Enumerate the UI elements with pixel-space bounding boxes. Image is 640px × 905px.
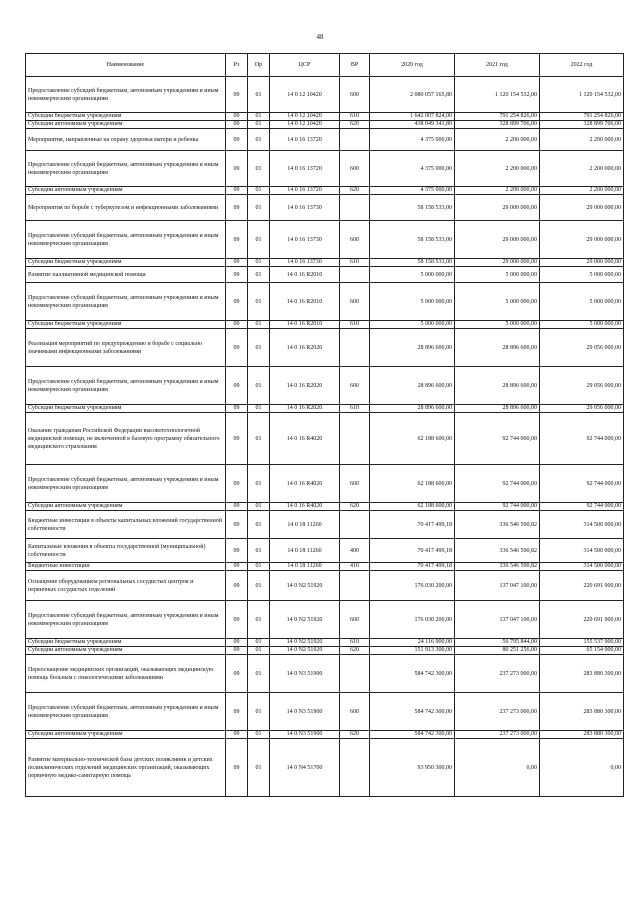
cell-vr: [340, 267, 370, 283]
cell-csr: 14 0 16 13730: [270, 195, 340, 221]
cell-2022: 2 200 000,00: [540, 151, 624, 187]
table-row: [26, 655, 624, 693]
cell-2020: 58 158 533,00: [370, 195, 455, 221]
table-row: [26, 639, 624, 647]
budget-table: [25, 53, 624, 797]
cell-vr: 600: [340, 465, 370, 503]
cell-pr: 01: [248, 77, 270, 113]
header-2020: 2020 год: [370, 54, 455, 77]
cell-csr: 14 0 N2 51920: [270, 639, 340, 647]
cell-rz: 09: [226, 731, 248, 739]
table-row: [26, 121, 624, 129]
table-row: [26, 187, 624, 195]
cell-pr: 01: [248, 571, 270, 601]
cell-csr: 14 0 12 10420: [270, 77, 340, 113]
cell-2020: 4 375 000,00: [370, 129, 455, 151]
header-2022: 2022 год: [540, 54, 624, 77]
cell-2022: 29 056 000,00: [540, 405, 624, 413]
cell-2022: 5 000 000,00: [540, 321, 624, 329]
cell-csr: 14 0 N4 51700: [270, 739, 340, 797]
cell-name: Субсидии автономным учреждениям: [26, 503, 226, 511]
table-row: [26, 731, 624, 739]
cell-csr: 14 0 N2 51920: [270, 571, 340, 601]
cell-vr: 610: [340, 259, 370, 267]
table-row: [26, 405, 624, 413]
table-row: [26, 647, 624, 655]
cell-pr: 01: [248, 195, 270, 221]
header-2021: 2021 год: [455, 54, 540, 77]
cell-vr: [340, 511, 370, 539]
cell-name: Субсидии бюджетным учреждениям: [26, 321, 226, 329]
cell-pr: 01: [248, 129, 270, 151]
cell-2022: 5 000 000,00: [540, 283, 624, 321]
cell-2022: 5 000 000,00: [540, 267, 624, 283]
cell-vr: 610: [340, 113, 370, 121]
cell-name: Предоставление субсидий бюджетным, автономным учреждениям и иным некоммерческим организациям: [26, 151, 226, 187]
table-row: [26, 329, 624, 367]
cell-name: Развитие материально-технической базы детских поликлиник и детских поликлинических отделений медицинских организаций, оказывающих первичную медико-санитарную помощь: [26, 739, 226, 797]
cell-vr: 600: [340, 601, 370, 639]
cell-rz: 09: [226, 129, 248, 151]
cell-2022: 220 691 900,00: [540, 601, 624, 639]
cell-name: Бюджетные инвестиции в объекты капитальных вложений государственной собственности: [26, 511, 226, 539]
cell-2022: 0,00: [540, 739, 624, 797]
cell-pr: 01: [248, 739, 270, 797]
cell-2021: 137 047 100,00: [455, 601, 540, 639]
cell-name: Развитие паллиативной медицинской помощи: [26, 267, 226, 283]
cell-2022: 2 200 000,00: [540, 187, 624, 195]
cell-2020: 4 375 000,00: [370, 151, 455, 187]
cell-rz: 09: [226, 693, 248, 731]
cell-csr: 14 0 12 10420: [270, 121, 340, 129]
cell-vr: 400: [340, 539, 370, 563]
cell-pr: 01: [248, 511, 270, 539]
cell-pr: 01: [248, 187, 270, 195]
cell-name: Предоставление субсидий бюджетным, автономным учреждениям и иным некоммерческим организациям: [26, 77, 226, 113]
cell-2021: 92 744 000,00: [455, 503, 540, 511]
cell-name: Субсидии бюджетным учреждениям: [26, 113, 226, 121]
cell-vr: [340, 571, 370, 601]
cell-2021: 237 273 000,00: [455, 731, 540, 739]
cell-2020: 62 188 600,00: [370, 413, 455, 465]
cell-csr: 14 0 16 13720: [270, 151, 340, 187]
cell-2020: 62 188 600,00: [370, 465, 455, 503]
header-rz: Рз: [226, 54, 248, 77]
cell-csr: 14 0 N2 51920: [270, 601, 340, 639]
cell-rz: 09: [226, 413, 248, 465]
table-row: [26, 259, 624, 267]
cell-name: Предоставление субсидий бюджетным, автономным учреждениям и иным некоммерческим организациям: [26, 465, 226, 503]
cell-rz: 09: [226, 655, 248, 693]
cell-2021: 1 120 154 532,00: [455, 77, 540, 113]
cell-pr: 01: [248, 539, 270, 563]
cell-csr: 14 0 16 13730: [270, 259, 340, 267]
cell-2020: 151 913 300,00: [370, 647, 455, 655]
cell-2021: 29 000 000,00: [455, 259, 540, 267]
cell-2020: 4 375 000,00: [370, 187, 455, 195]
cell-2022: 92 744 000,00: [540, 503, 624, 511]
cell-pr: 01: [248, 267, 270, 283]
cell-vr: 610: [340, 321, 370, 329]
cell-vr: [340, 739, 370, 797]
cell-2022: 29 000 000,00: [540, 195, 624, 221]
cell-2021: 28 896 600,00: [455, 367, 540, 405]
table-row: [26, 113, 624, 121]
cell-pr: 01: [248, 647, 270, 655]
table-row: [26, 367, 624, 405]
cell-rz: 09: [226, 367, 248, 405]
cell-2021: 336 546 590,82: [455, 563, 540, 571]
cell-csr: 14 0 16 R4020: [270, 503, 340, 511]
cell-csr: 14 0 16 R2010: [270, 267, 340, 283]
table-row: [26, 739, 624, 797]
cell-csr: 14 0 N3 51900: [270, 731, 340, 739]
cell-pr: 01: [248, 655, 270, 693]
cell-rz: 09: [226, 511, 248, 539]
cell-csr: 14 0 16 R4020: [270, 413, 340, 465]
cell-rz: 09: [226, 465, 248, 503]
cell-rz: 09: [226, 571, 248, 601]
cell-2020: 28 896 600,00: [370, 329, 455, 367]
table-row: [26, 221, 624, 259]
cell-2022: 314 500 000,00: [540, 563, 624, 571]
cell-csr: 14 0 16 13730: [270, 221, 340, 259]
cell-pr: 01: [248, 639, 270, 647]
cell-2022: 791 254 826,00: [540, 113, 624, 121]
cell-2022: 29 000 000,00: [540, 259, 624, 267]
cell-pr: 01: [248, 693, 270, 731]
table-row: [26, 151, 624, 187]
cell-vr: 610: [340, 639, 370, 647]
cell-2022: 29 056 000,00: [540, 367, 624, 405]
cell-2020: 62 188 600,00: [370, 503, 455, 511]
table-row: [26, 571, 624, 601]
cell-name: Оснащение оборудованием региональных сосудистых центров и первичных сосудистых отделений: [26, 571, 226, 601]
table-row: [26, 601, 624, 639]
cell-2022: 92 744 000,00: [540, 465, 624, 503]
cell-vr: [340, 329, 370, 367]
cell-2020: 584 742 300,00: [370, 731, 455, 739]
cell-2020: 176 030 200,00: [370, 571, 455, 601]
cell-pr: 01: [248, 283, 270, 321]
cell-2020: 93 950 300,00: [370, 739, 455, 797]
cell-vr: 600: [340, 151, 370, 187]
header-csr: ЦСР: [270, 54, 340, 77]
cell-name: Предоставление субсидий бюджетным, автономным учреждениям и иным некоммерческим организациям: [26, 601, 226, 639]
cell-csr: 14 0 18 11260: [270, 539, 340, 563]
cell-2022: 328 899 706,00: [540, 121, 624, 129]
cell-pr: 01: [248, 563, 270, 571]
cell-2021: 2 200 000,00: [455, 151, 540, 187]
table-row: [26, 465, 624, 503]
cell-rz: 09: [226, 503, 248, 511]
cell-2021: 5 000 000,00: [455, 283, 540, 321]
cell-2020: 28 896 600,00: [370, 405, 455, 413]
cell-vr: 620: [340, 187, 370, 195]
cell-pr: 01: [248, 151, 270, 187]
cell-pr: 01: [248, 221, 270, 259]
cell-2021: 5 000 000,00: [455, 321, 540, 329]
cell-rz: 09: [226, 647, 248, 655]
cell-2022: 2 200 000,00: [540, 129, 624, 151]
cell-2021: 29 000 000,00: [455, 221, 540, 259]
table-row: [26, 321, 624, 329]
cell-pr: 01: [248, 113, 270, 121]
table-row: [26, 693, 624, 731]
cell-2021: 92 744 000,00: [455, 465, 540, 503]
cell-2021: 336 546 590,82: [455, 511, 540, 539]
cell-vr: [340, 413, 370, 465]
cell-vr: [340, 655, 370, 693]
cell-pr: 01: [248, 367, 270, 405]
cell-name: Предоставление субсидий бюджетным, автономным учреждениям и иным некоммерческим организациям: [26, 221, 226, 259]
cell-pr: 01: [248, 503, 270, 511]
cell-vr: 620: [340, 647, 370, 655]
cell-name: Предоставление субсидий бюджетным, автономным учреждениям и иным некоммерческим организациям: [26, 693, 226, 731]
cell-2021: 237 273 000,00: [455, 693, 540, 731]
table-row: [26, 563, 624, 571]
cell-csr: 14 0 16 R2010: [270, 283, 340, 321]
cell-2022: 1 120 154 532,00: [540, 77, 624, 113]
cell-name: Предоставление субсидий бюджетным, автономным учреждениям и иным некоммерческим организациям: [26, 367, 226, 405]
cell-csr: 14 0 16 R2020: [270, 329, 340, 367]
cell-rz: 09: [226, 195, 248, 221]
cell-pr: 01: [248, 329, 270, 367]
cell-csr: 14 0 16 R2020: [270, 405, 340, 413]
cell-2022: 283 880 300,00: [540, 693, 624, 731]
cell-vr: 620: [340, 503, 370, 511]
cell-2021: 28 896 600,00: [455, 405, 540, 413]
cell-2020: 70 417 499,18: [370, 511, 455, 539]
cell-csr: 14 0 16 13720: [270, 187, 340, 195]
table-row: [26, 511, 624, 539]
cell-name: Субсидии автономным учреждениям: [26, 647, 226, 655]
cell-vr: 620: [340, 121, 370, 129]
cell-csr: 14 0 N2 51920: [270, 647, 340, 655]
cell-2020: 28 896 600,00: [370, 367, 455, 405]
cell-2020: 70 417 499,18: [370, 539, 455, 563]
cell-rz: 09: [226, 267, 248, 283]
page-number: 48: [316, 33, 324, 41]
cell-rz: 09: [226, 539, 248, 563]
cell-2020: 5 000 000,00: [370, 321, 455, 329]
header-name: Наименование: [26, 54, 226, 77]
cell-vr: 410: [340, 563, 370, 571]
cell-2020: 5 000 000,00: [370, 283, 455, 321]
cell-name: Субсидии бюджетным учреждениям: [26, 639, 226, 647]
cell-rz: 09: [226, 121, 248, 129]
cell-2020: 1 642 007 824,00: [370, 113, 455, 121]
cell-name: Субсидии автономным учреждениям: [26, 121, 226, 129]
cell-pr: 01: [248, 321, 270, 329]
cell-pr: 01: [248, 465, 270, 503]
cell-name: Субсидии автономным учреждениям: [26, 731, 226, 739]
cell-csr: 14 0 16 R4020: [270, 465, 340, 503]
cell-pr: 01: [248, 731, 270, 739]
cell-2020: 2 080 057 165,80: [370, 77, 455, 113]
cell-vr: 600: [340, 367, 370, 405]
cell-2021: 237 273 000,00: [455, 655, 540, 693]
cell-2022: 92 744 000,00: [540, 413, 624, 465]
cell-vr: 620: [340, 731, 370, 739]
cell-name: Реализация мероприятий по предупреждению и борьбе с социально значимыми инфекционными заболеваниями: [26, 329, 226, 367]
table-body: [26, 77, 624, 797]
cell-csr: 14 0 16 R2010: [270, 321, 340, 329]
cell-vr: [340, 195, 370, 221]
header-vr: ВР: [340, 54, 370, 77]
cell-pr: 01: [248, 405, 270, 413]
cell-rz: 09: [226, 601, 248, 639]
cell-csr: 14 0 12 10420: [270, 113, 340, 121]
cell-2022: 220 691 900,00: [540, 571, 624, 601]
cell-rz: 09: [226, 259, 248, 267]
cell-2021: 92 744 000,00: [455, 413, 540, 465]
cell-name: Мероприятия, направленные на охрану здоровья матери и ребенка: [26, 129, 226, 151]
cell-2022: 155 537 900,00: [540, 639, 624, 647]
cell-2020: 176 030 200,00: [370, 601, 455, 639]
cell-rz: 09: [226, 77, 248, 113]
cell-pr: 01: [248, 121, 270, 129]
cell-2021: 28 896 600,00: [455, 329, 540, 367]
cell-csr: 14 0 16 R2020: [270, 367, 340, 405]
table-row: [26, 283, 624, 321]
header-pr: Пр: [248, 54, 270, 77]
cell-2021: 5 000 000,00: [455, 267, 540, 283]
cell-name: Переоснащение медицинских организаций, оказывающих медицинскую помощь больным с онкологическими заболеваниями: [26, 655, 226, 693]
cell-rz: 09: [226, 283, 248, 321]
cell-2021: 328 899 706,00: [455, 121, 540, 129]
cell-pr: 01: [248, 601, 270, 639]
cell-vr: 600: [340, 693, 370, 731]
cell-2020: 58 158 533,00: [370, 221, 455, 259]
table-row: [26, 77, 624, 113]
cell-rz: 09: [226, 113, 248, 121]
cell-name: Субсидии автономным учреждениям: [26, 187, 226, 195]
cell-2021: 137 047 100,00: [455, 571, 540, 601]
cell-rz: 09: [226, 321, 248, 329]
cell-vr: 600: [340, 283, 370, 321]
cell-rz: 09: [226, 329, 248, 367]
table-row: [26, 503, 624, 511]
cell-2021: 56 795 844,00: [455, 639, 540, 647]
table-header-row: [26, 54, 624, 77]
cell-2022: 65 154 000,00: [540, 647, 624, 655]
cell-name: Субсидии бюджетным учреждениям: [26, 405, 226, 413]
cell-pr: 01: [248, 259, 270, 267]
cell-name: Мероприятия по борьбе с туберкулезом и инфекционными заболеваниями: [26, 195, 226, 221]
cell-2021: 2 200 000,00: [455, 187, 540, 195]
table-row: [26, 413, 624, 465]
cell-2021: 336 546 590,82: [455, 539, 540, 563]
cell-vr: 600: [340, 221, 370, 259]
cell-2020: 24 116 900,00: [370, 639, 455, 647]
cell-2022: 314 500 000,00: [540, 539, 624, 563]
cell-2020: 58 158 533,00: [370, 259, 455, 267]
cell-2020: 70 417 499,18: [370, 563, 455, 571]
cell-2022: 29 056 000,00: [540, 329, 624, 367]
cell-rz: 09: [226, 187, 248, 195]
cell-pr: 01: [248, 413, 270, 465]
table-row: [26, 129, 624, 151]
cell-rz: 09: [226, 405, 248, 413]
cell-2021: 2 200 000,00: [455, 129, 540, 151]
cell-name: Капитальные вложения в объекты государственной (муниципальной) собственности: [26, 539, 226, 563]
cell-2020: 584 742 300,00: [370, 693, 455, 731]
table-row: [26, 267, 624, 283]
cell-2022: 29 000 000,00: [540, 221, 624, 259]
cell-rz: 09: [226, 639, 248, 647]
cell-csr: 14 0 N3 51900: [270, 655, 340, 693]
cell-vr: 600: [340, 77, 370, 113]
table-row: [26, 195, 624, 221]
cell-csr: 14 0 16 13720: [270, 129, 340, 151]
table-row: [26, 539, 624, 563]
cell-2020: 438 049 341,80: [370, 121, 455, 129]
cell-2022: 314 500 000,00: [540, 511, 624, 539]
cell-name: Оказание гражданам Российской Федерации высокотехнологичной медицинской помощи, не включенной в базовую программу обязательного медицинского страхования: [26, 413, 226, 465]
cell-csr: 14 0 18 11260: [270, 563, 340, 571]
cell-vr: [340, 129, 370, 151]
cell-2022: 283 880 300,00: [540, 655, 624, 693]
cell-rz: 09: [226, 221, 248, 259]
cell-2022: 283 880 300,00: [540, 731, 624, 739]
cell-name: Предоставление субсидий бюджетным, автономным учреждениям и иным некоммерческим организациям: [26, 283, 226, 321]
cell-2020: 5 000 000,00: [370, 267, 455, 283]
cell-2021: 791 254 826,00: [455, 113, 540, 121]
cell-name: Бюджетные инвестиции: [26, 563, 226, 571]
cell-vr: 610: [340, 405, 370, 413]
cell-2020: 584 742 300,00: [370, 655, 455, 693]
cell-2021: 29 000 000,00: [455, 195, 540, 221]
cell-name: Субсидии бюджетным учреждениям: [26, 259, 226, 267]
cell-csr: 14 0 18 11260: [270, 511, 340, 539]
cell-rz: 09: [226, 739, 248, 797]
cell-2021: 0,00: [455, 739, 540, 797]
cell-2021: 80 251 256,00: [455, 647, 540, 655]
cell-rz: 09: [226, 151, 248, 187]
cell-rz: 09: [226, 563, 248, 571]
cell-csr: 14 0 N3 51900: [270, 693, 340, 731]
